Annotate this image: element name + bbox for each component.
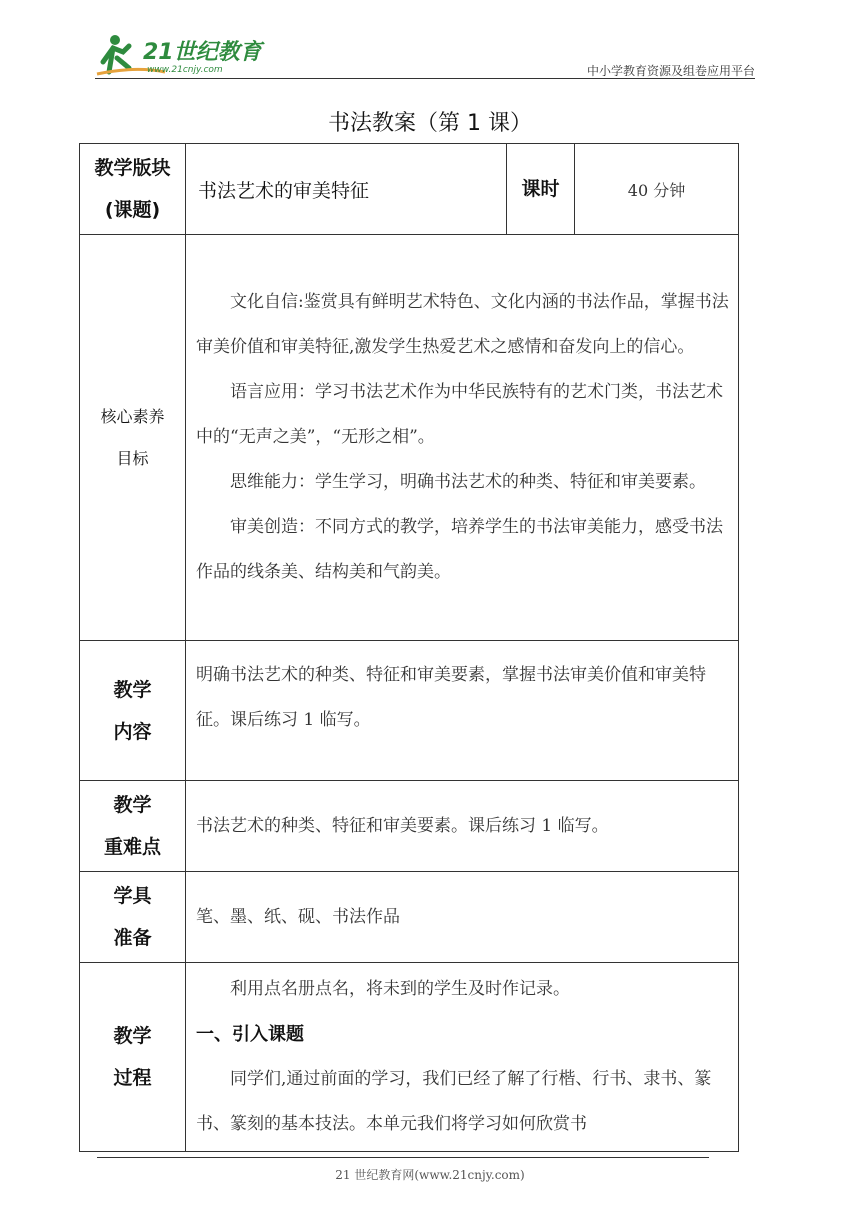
roll-call-note: 利用点名册点名，将未到的学生及时作记录。 <box>230 979 570 999</box>
table-row-tools <box>80 872 739 963</box>
module-sublabel: (课题) <box>104 199 161 221</box>
table-row-topic <box>80 144 739 235</box>
core-sublabel: 目标 <box>116 448 149 468</box>
keypoints-sublabel: 重难点 <box>103 836 161 858</box>
platform-name: 中小学教育资源及组卷应用平台 <box>586 64 755 78</box>
site-logo <box>95 32 265 77</box>
keypoints-label: 教学 <box>113 794 152 816</box>
teaching-content: 明确书法艺术的种类、特征和审美要素，掌握书法审美价值和审美特征。课后练习 1 临写。 <box>186 641 739 781</box>
lesson-topic: 书法艺术的审美特征 <box>186 144 507 235</box>
process-label-cell <box>80 963 186 1152</box>
table-row-process <box>80 963 739 1152</box>
process-sublabel: 过程 <box>113 1067 152 1089</box>
process-label: 教学 <box>113 1025 152 1047</box>
svg-text:21世纪教育: 21世纪教育 <box>143 40 262 65</box>
tools-label-cell <box>80 872 186 963</box>
teaching-process <box>186 963 739 1152</box>
footer-divider <box>97 1157 709 1158</box>
svg-text:www.21cnjy.com: www.21cnjy.com <box>147 65 223 75</box>
content-sublabel: 内容 <box>113 720 152 743</box>
module-label: 教学版块 <box>94 157 171 179</box>
table-row-keypoints <box>80 781 739 872</box>
header-divider <box>95 78 755 79</box>
document-title: 书法教案（第 1 课） <box>328 111 532 136</box>
module-label-cell <box>80 144 186 235</box>
objective-thinking: 思维能力：学生学习，明确书法艺术的种类、特征和审美要素。 <box>230 472 706 492</box>
intro-paragraph: 同学们,通过前面的学习，我们已经了解了行楷、行书、隶书、篆书、篆刻的基本技法。本单元我们将学习如何欣赏书 <box>196 1069 712 1134</box>
key-points: 书法艺术的种类、特征和审美要素。课后练习 1 临写。 <box>186 781 739 872</box>
footer-text: 21 世纪教育网(www.21cnjy.com) <box>335 1168 525 1182</box>
tools-sublabel: 准备 <box>113 927 152 949</box>
table-row-core <box>80 235 739 641</box>
objective-language: 语言应用：学习书法艺术作为中华民族特有的艺术门类，书法艺术中的“无声之美”，“无形之相”。 <box>196 382 723 447</box>
core-label-cell <box>80 235 186 641</box>
tools-label: 学具 <box>113 885 152 907</box>
core-label: 核心素养 <box>100 406 165 426</box>
lesson-duration: 40 分钟 <box>575 144 739 235</box>
page-header <box>95 32 755 80</box>
section-heading: 一、引入课题 <box>196 1024 304 1045</box>
tools-list: 笔、墨、纸、砚、书法作品 <box>186 872 739 963</box>
objective-culture: 文化自信:鉴赏具有鲜明艺术特色、文化内涵的书法作品，掌握书法审美价值和审美特征,激发学生热爱艺术之感情和奋发向上的信心。 <box>196 292 729 357</box>
table-row-content <box>80 641 739 781</box>
objective-aesthetic: 审美创造：不同方式的教学，培养学生的书法审美能力，感受书法作品的线条美、结构美和气韵美。 <box>196 517 723 582</box>
core-objectives <box>186 235 739 641</box>
lesson-plan-table <box>79 143 739 1152</box>
keypoints-label-cell <box>80 781 186 872</box>
content-label-cell <box>80 641 186 781</box>
period-label: 课时 <box>507 144 575 235</box>
content-label: 教学 <box>113 678 152 701</box>
